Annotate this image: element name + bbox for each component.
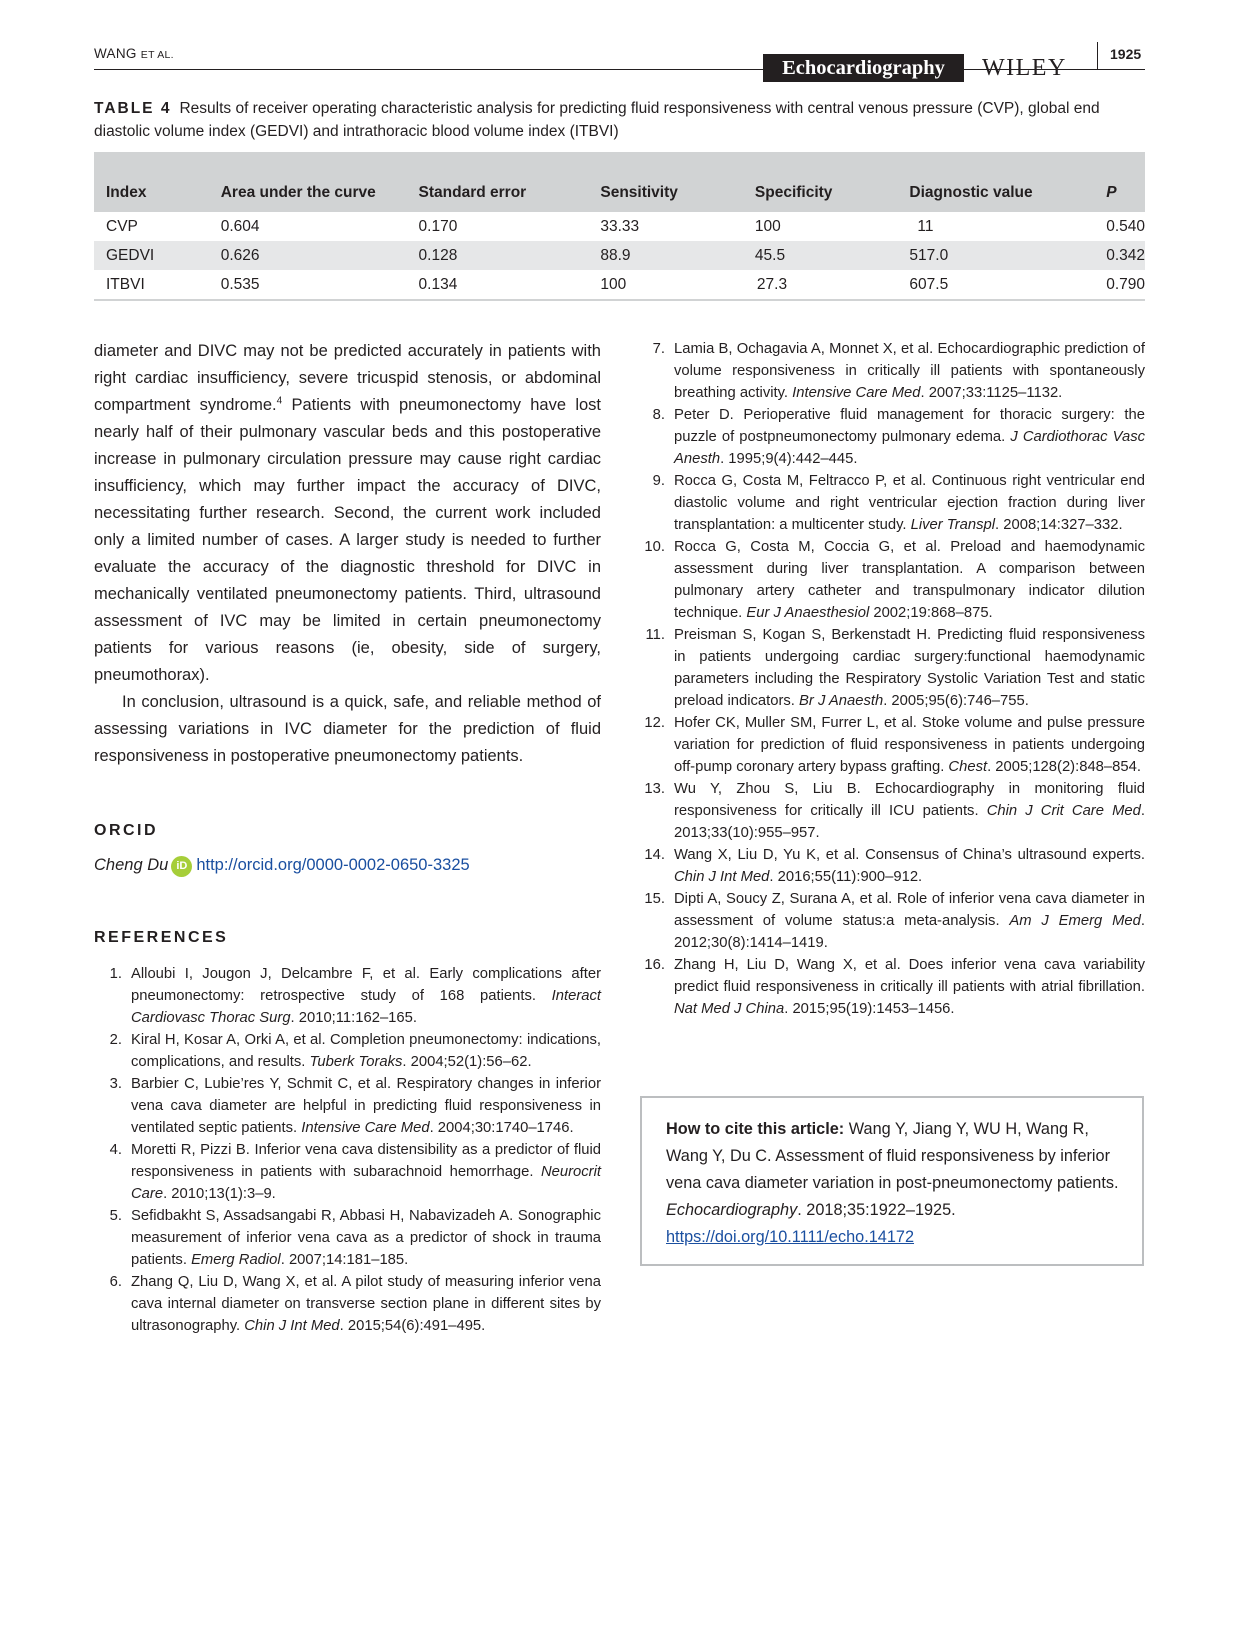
reference-text: Kiral H, Kosar A, Orki A, et al. Completion pneumonectomy: indications, complications, and results.	[131, 1032, 601, 1070]
reference-text: Wang X, Liu D, Yu K, et al. Consensus of China’s ultrasound experts.	[674, 847, 1145, 863]
reference-details: . 2005;95(6):746–755.	[883, 693, 1029, 709]
table-row	[94, 241, 1145, 270]
publisher-name: WILEY	[982, 55, 1067, 81]
reference-number: 6.	[109, 1274, 122, 1290]
reference-details: . 2004;30:1740–1746.	[429, 1120, 574, 1136]
reference-number: 11.	[645, 627, 665, 643]
reference-text: Zhang H, Liu D, Wang X, et al. Does inferior vena cava variability predict fluid responsiveness in critically ill patients with atrial fibrillation.	[674, 957, 1145, 995]
references-list-right	[637, 338, 1145, 1020]
table-label: TABLE 4	[94, 100, 172, 117]
cell-std-error: 0.170	[418, 217, 458, 235]
table-caption	[94, 97, 1144, 143]
cell-diagnostic-value: 607.5	[909, 270, 1106, 300]
cell-sensitivity: 33.33	[600, 217, 640, 235]
reference-text: Zhang Q, Liu D, Wang X, et al. A pilot study of measuring inferior vena cava internal diameter on transverse section plane in different sites by ultrasonography.	[131, 1274, 601, 1334]
body-paragraph-part: diameter and DIVC may not be predicted accurately in patients with right cardiac insufficiency, severe tricuspid stenosis, or abdominal compartment syndrome.	[94, 342, 601, 414]
reference-item	[637, 404, 1145, 470]
references-list-left	[94, 963, 601, 1337]
how-to-cite-details: . 2018;35:1922–1925.	[797, 1201, 956, 1219]
col-header-sensitivity: Sensitivity	[600, 184, 678, 201]
reference-text: Lamia B, Ochagavia A, Monnet X, et al. Echocardiographic prediction of volume responsiveness in critically ill patients with spontaneously breathing activity.	[674, 341, 1145, 401]
how-to-cite-box	[640, 1096, 1144, 1266]
cell-diagnostic-value: 517.0	[909, 246, 949, 264]
reference-text: Wu Y, Zhou S, Liu B. Echocardiography in monitoring fluid responsiveness for critically ill ICU patients.	[674, 781, 1145, 819]
reference-item	[94, 1139, 601, 1205]
reference-number: 1.	[109, 966, 122, 982]
col-header-p: P	[1106, 184, 1117, 201]
cell-diagnostic-value: 11	[917, 217, 934, 235]
reference-journal: Intensive Care Med	[792, 385, 921, 401]
how-to-cite-text: Wang Y, Jiang Y, WU H, Wang R, Wang Y, Du C. Assessment of fluid responsiveness by inferior vena cava diameter variation in post-pneumonectomy patients.	[666, 1120, 1119, 1192]
reference-details: . 2015;54(6):491–495.	[339, 1318, 486, 1334]
running-head	[94, 46, 174, 61]
reference-details: . 2012;30(8):1414–1419.	[674, 913, 1145, 951]
reference-journal: Neurocrit Care	[131, 1164, 601, 1202]
reference-journal: Interact Cardiovasc Thorac Surg	[131, 988, 601, 1026]
publisher-logo	[964, 52, 1067, 84]
reference-journal: Intensive Care Med	[301, 1120, 430, 1136]
reference-text: Hofer CK, Muller SM, Furrer L, et al. Stoke volume and pulse pressure variation for prediction of fluid responsiveness in patients undergoing off-pump coronary artery bypass grafting.	[674, 715, 1145, 775]
body-paragraph-part: Patients with pneumonectomy have lost nearly half of their pulmonary vascular beds and this postoperative increase in pulmonary circulation pressure may cause right cardiac insufficiency, which may further impact the accuracy of DIVC, necessitating further research. Second, the current work included only a limited number of cases. A larger study is needed to further evaluate the accuracy of the diagnostic threshold for DIVC in mechanically ventilated pneumonectomy patients. Third, ultrasound assessment of IVC may be limited in certain pneumonectomy patients for various reasons (ie, obesity, side of surgery, pneumothorax).	[94, 396, 601, 684]
cell-p: 0.790	[1106, 270, 1145, 300]
reference-text: Peter D. Perioperative fluid management for thoracic surgery: the puzzle of postpneumonectomy pulmonary edema.	[674, 407, 1145, 445]
orcid-heading: ORCID	[94, 822, 159, 839]
how-to-cite-label: How to cite this article:	[666, 1120, 845, 1138]
reference-journal: Chin J Int Med	[674, 869, 770, 885]
publisher-dash	[964, 69, 980, 71]
col-header-index: Index	[106, 184, 147, 201]
cell-auc: 0.535	[221, 270, 419, 300]
reference-item	[637, 712, 1145, 778]
orcid-link[interactable]: http://orcid.org/0000-0002-0650-3325	[196, 856, 470, 874]
reference-details: . 2016;55(11):900–912.	[769, 869, 923, 885]
reference-number: 13.	[644, 781, 665, 797]
reference-journal: Emerg Radiol	[191, 1252, 281, 1268]
table-row	[94, 270, 1145, 300]
reference-number: 10.	[644, 539, 665, 555]
reference-details: 2002;19:868–875.	[869, 605, 993, 621]
orcid-icon: iD	[171, 856, 192, 877]
reference-details: . 2015;95(19):1453–1456.	[784, 1001, 955, 1017]
orcid-line	[94, 856, 601, 877]
reference-journal: J Cardiothorac Vasc Anesth	[674, 429, 1145, 467]
reference-text: Rocca G, Costa M, Feltracco P, et al. Continuous right ventricular end diastolic volume and right ventricular ejection fraction during liver transplantation: a multicenter study.	[674, 473, 1145, 533]
reference-number: 14.	[644, 847, 665, 863]
reference-number: 5.	[109, 1208, 122, 1224]
reference-journal: Br J Anaesth	[799, 693, 884, 709]
cell-std-error: 0.134	[419, 270, 601, 300]
reference-item	[637, 778, 1145, 844]
reference-journal: Nat Med J China	[674, 1001, 785, 1017]
reference-text: Dipti A, Soucy Z, Surana A, et al. Role of inferior vena cava diameter in assessment of volume status:a meta-analysis.	[674, 891, 1145, 929]
cell-index: ITBVI	[94, 270, 221, 300]
reference-item	[637, 954, 1145, 1020]
cell-index: CVP	[106, 217, 138, 235]
reference-item	[637, 624, 1145, 712]
body-paragraph	[94, 338, 601, 689]
reference-details: . 2010;13(1):3–9.	[163, 1186, 276, 1202]
reference-journal: Eur J Anaesthesiol	[746, 605, 870, 621]
cell-std-error: 0.128	[418, 246, 458, 264]
table-row	[94, 212, 1145, 241]
reference-item	[637, 844, 1145, 888]
reference-item	[94, 1205, 601, 1271]
reference-details: . 2004;52(1):56–62.	[402, 1054, 532, 1070]
reference-details: . 2013;33(10):955–957.	[674, 803, 1145, 841]
reference-journal: Chest	[948, 759, 988, 775]
reference-details: . 2008;14:327–332.	[995, 517, 1123, 533]
reference-journal: Am J Emerg Med	[1009, 913, 1141, 929]
reference-number: 4.	[109, 1142, 122, 1158]
reference-text: Rocca G, Costa M, Coccia G, et al. Preload and haemodynamic assessment during liver transplantation. A comparison between pulmonary artery catheter and transpulmonary indicator dilution technique.	[674, 539, 1145, 621]
cell-specificity: 45.5	[754, 246, 786, 264]
journal-badge: Echocardiography	[763, 54, 964, 82]
reference-text: Alloubi I, Jougon J, Delcambre F, et al. Early complications after pneumonectomy: retrospective study of 168 patients.	[131, 966, 601, 1004]
right-column	[637, 338, 1145, 1020]
cell-specificity: 100	[754, 217, 781, 235]
reference-item	[94, 1271, 601, 1337]
conclusion-paragraph: In conclusion, ultrasound is a quick, safe, and reliable method of assessing variations in IVC diameter for the prediction of fluid responsiveness in postoperative pneumonectomy patients.	[94, 693, 601, 765]
reference-number: 9.	[652, 473, 665, 489]
reference-text: Moretti R, Pizzi B. Inferior vena cava distensibility as a predictor of fluid responsiveness in patients with subarachnoid hemorrhage.	[131, 1142, 601, 1180]
left-column	[94, 338, 601, 1337]
running-author-suffix: ET AL.	[140, 49, 174, 61]
reference-text: Sefidbakht S, Assadsangabi R, Abbasi H, Nabavizadeh A. Sonographic measurement of inferior vena cava as a predictor of shock in trauma patients.	[131, 1208, 601, 1268]
col-header-specificity: Specificity	[754, 184, 833, 201]
page-number-divider	[1097, 42, 1098, 69]
col-header-diagnostic-value: Diagnostic value	[909, 184, 1033, 201]
reference-number: 2.	[109, 1032, 122, 1048]
reference-journal: Liver Transpl	[910, 517, 996, 533]
reference-number: 7.	[652, 341, 665, 357]
reference-details: . 2005;128(2):848–854.	[987, 759, 1141, 775]
cell-p: 0.540	[1106, 217, 1145, 235]
col-header-auc: Area under the curve	[220, 184, 376, 201]
reference-item	[637, 536, 1145, 624]
references-heading: REFERENCES	[94, 929, 229, 946]
cell-auc: 0.604	[220, 217, 260, 235]
reference-number: 3.	[109, 1076, 122, 1092]
reference-journal: Chin J Int Med	[244, 1318, 340, 1334]
cell-specificity: 27.3	[755, 270, 910, 300]
col-header-std-error: Standard error	[418, 184, 527, 201]
reference-details: . 2007;33:1125–1132.	[920, 385, 1063, 401]
reference-journal: Tuberk Toraks	[309, 1054, 403, 1070]
cell-index: GEDVI	[106, 246, 155, 264]
reference-number: 8.	[652, 407, 665, 423]
cell-sensitivity: 88.9	[600, 246, 631, 264]
reference-item	[637, 888, 1145, 954]
cell-auc: 0.626	[220, 246, 260, 264]
doi-link[interactable]: https://doi.org/10.1111/echo.14172	[666, 1228, 915, 1246]
reference-number: 12.	[644, 715, 665, 731]
cell-p: 0.342	[1106, 246, 1145, 264]
reference-details: . 2010;11:162–165.	[290, 1010, 417, 1026]
table-caption-text: Results of receiver operating characteristic analysis for predicting fluid responsiveness with central venous pressure (CVP), global end diastolic volume index (GEDVI) and intrathoracic blood volume index (ITBVI)	[94, 100, 1100, 140]
reference-number: 16.	[644, 957, 665, 973]
running-author: WANG	[94, 46, 137, 61]
reference-text: Preisman S, Kogan S, Berkenstadt H. Predicting fluid responsiveness in patients undergoing cardiac surgery:functional haemodynamic parameters including the Respiratory Systolic Variation Test and static preload indicators.	[674, 627, 1145, 709]
reference-item	[94, 1029, 601, 1073]
citation-superscript: 4	[276, 395, 283, 407]
results-table	[94, 152, 1145, 301]
how-to-cite-journal: Echocardiography	[666, 1201, 798, 1219]
orcid-author-name: Cheng Du	[94, 856, 169, 874]
reference-item	[637, 338, 1145, 404]
reference-details: . 1995;9(4):442–445.	[720, 451, 858, 467]
reference-item	[94, 1073, 601, 1139]
reference-item	[637, 470, 1145, 536]
reference-number: 15.	[644, 891, 665, 907]
cell-sensitivity: 100	[600, 270, 755, 300]
reference-journal: Chin J Crit Care Med	[986, 803, 1141, 819]
reference-details: . 2007;14:181–185.	[280, 1252, 409, 1268]
table-header-row	[94, 152, 1145, 212]
page-number: 1925	[1110, 46, 1142, 62]
reference-text: Barbier C, Lubie’res Y, Schmit C, et al. Respiratory changes in inferior vena cava diameter are helpful in predicting fluid responsiveness in ventilated septic patients.	[131, 1076, 601, 1136]
reference-item	[94, 963, 601, 1029]
